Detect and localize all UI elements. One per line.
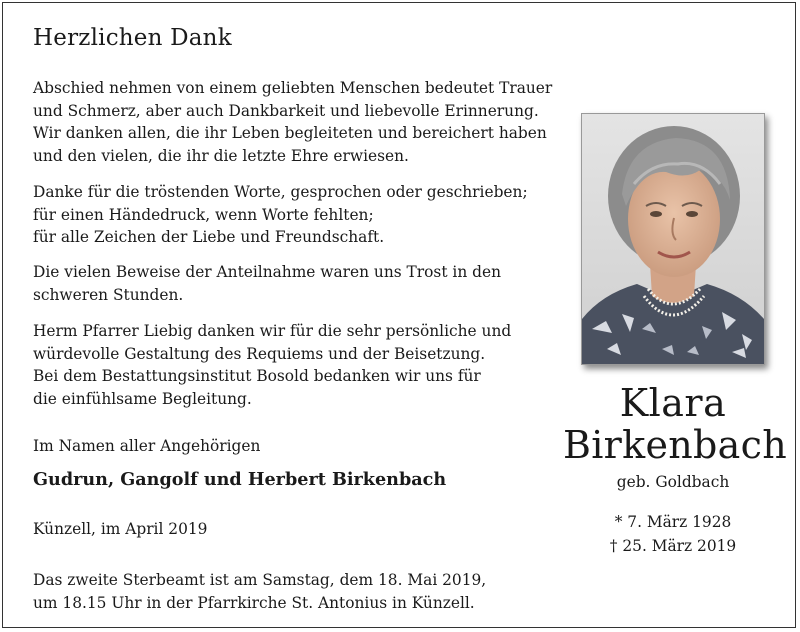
text-line: Bei dem Bestattungsinstitut Bosold bedanken wir uns für — [33, 367, 481, 385]
text-line: Die vielen Beweise der Anteilnahme waren uns Trost in den — [33, 263, 502, 281]
place-date: Künzell, im April 2019 — [33, 520, 208, 538]
deceased-first-name: Klara — [619, 381, 727, 425]
birth-date: * 7. März 1928 — [614, 513, 732, 531]
obituary-card — [2, 2, 796, 628]
text-line: Wir danken allen, die ihr Leben begleiteten und bereichert haben — [33, 124, 547, 142]
text-line: und den vielen, die ihr die letzte Ehre erwiesen. — [33, 146, 409, 165]
signoff: Im Namen aller Angehörigen — [33, 437, 261, 455]
text-line: Abschied nehmen von einem geliebten Menschen bedeutet Trauer — [33, 79, 553, 97]
paragraph-farewell — [33, 77, 552, 167]
text-line: Herm Pfarrer Liebig danken wir für die sehr persönliche und — [33, 322, 512, 340]
text-line: für alle Zeichen der Liebe und Freundschaft. — [33, 228, 385, 246]
paragraph-sympathy — [33, 261, 501, 306]
maiden-name: geb. Goldbach — [616, 473, 730, 491]
text-line: die einfühlsame Begleitung. — [33, 389, 252, 408]
paragraph-acknowledgements — [33, 320, 511, 410]
deceased-last-name: Birkenbach — [563, 423, 787, 467]
text-line: um 18.15 Uhr in der Pfarrkirche St. Antonius in Künzell. — [33, 593, 475, 612]
text-line: würdevolle Gestaltung des Requiems und der Beisetzung. — [33, 344, 486, 363]
heading: Herzlichen Dank — [33, 25, 232, 51]
text-line: Danke für die tröstenden Worte, gesprochen oder geschrieben; — [33, 183, 528, 201]
paragraph-thanks — [33, 181, 528, 249]
signers: Gudrun, Gangolf und Herbert Birkenbach — [33, 469, 447, 490]
portrait-illustration — [582, 114, 764, 364]
text-line: Das zweite Sterbeamt ist am Samstag, dem 18. Mai 2019, — [33, 571, 487, 589]
death-date: † 25. März 2019 — [609, 537, 737, 555]
text-line: und Schmerz, aber auch Dankbarkeit und liebevolle Erinnerung. — [33, 101, 539, 120]
portrait-photo — [581, 113, 765, 365]
text-line: für einen Händedruck, wenn Worte fehlten; — [33, 205, 374, 224]
text-line: schweren Stunden. — [33, 285, 184, 304]
service-notice — [33, 569, 486, 614]
